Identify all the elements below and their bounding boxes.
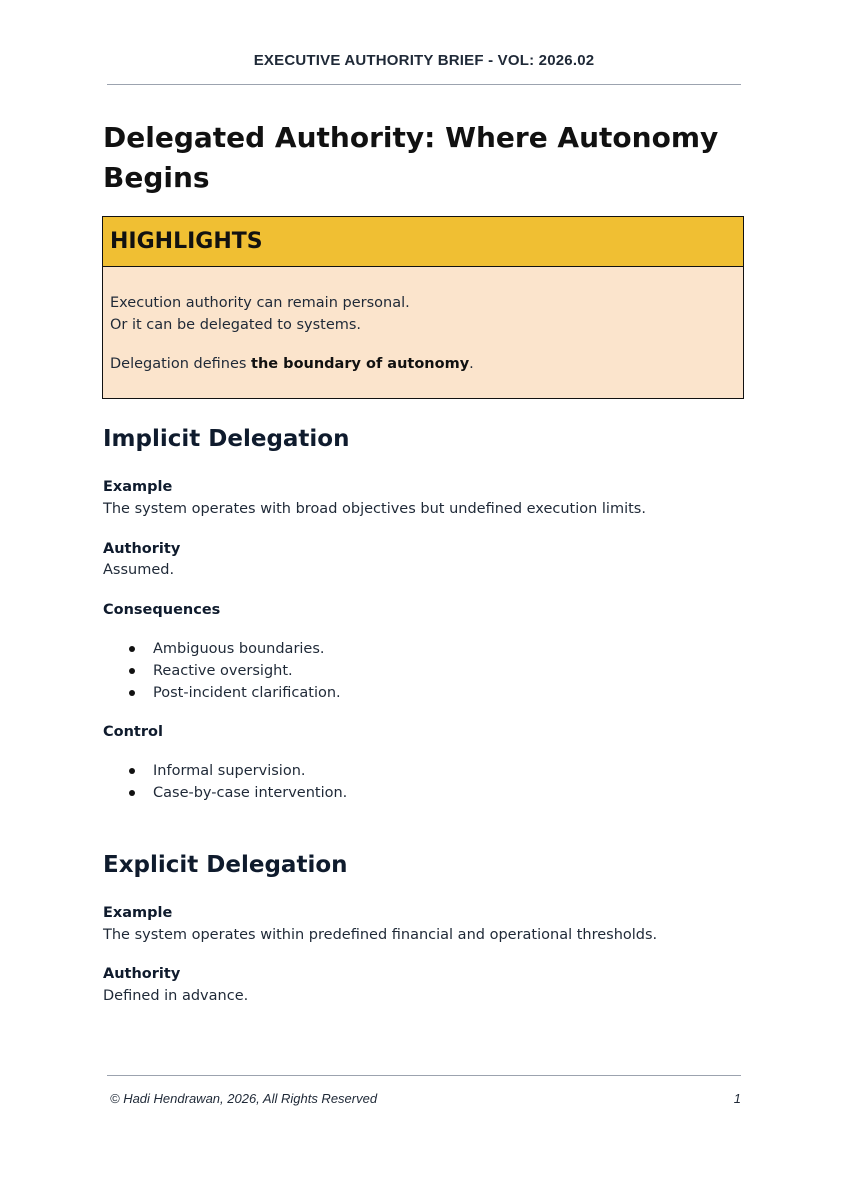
list-item bbox=[128, 782, 347, 804]
implicit-consequences-label: Consequences bbox=[103, 602, 221, 618]
highlights-header bbox=[103, 217, 743, 267]
footer-divider bbox=[107, 1075, 741, 1076]
document-title: Delegated Authority: Where Autonomy Begins bbox=[103, 121, 719, 194]
bullet-icon bbox=[129, 646, 135, 652]
header-divider bbox=[107, 84, 741, 85]
bullet-icon bbox=[129, 790, 135, 796]
list-item-text: Reactive oversight. bbox=[153, 663, 293, 679]
implicit-example-label: Example bbox=[103, 479, 173, 495]
list-item bbox=[128, 660, 341, 682]
list-item-text: Case-by-case intervention. bbox=[153, 785, 348, 801]
implicit-authority-text: Assumed. bbox=[103, 562, 175, 578]
list-item-text: Post-incident clarification. bbox=[153, 685, 341, 701]
bullet-icon bbox=[129, 668, 135, 674]
page-number: 1 bbox=[733, 1091, 741, 1106]
implicit-example-text: The system operates with broad objectives but undefined execution limits. bbox=[103, 501, 646, 517]
list-item-text: Informal supervision. bbox=[153, 763, 306, 779]
highlights-line-3-suffix: . bbox=[469, 356, 474, 372]
highlights-line-3-prefix: Delegation defines bbox=[110, 356, 252, 372]
highlights-line-1: Execution authority can remain personal. bbox=[110, 295, 410, 311]
list-item bbox=[128, 682, 341, 704]
highlights-line-2: Or it can be delegated to systems. bbox=[110, 317, 362, 333]
explicit-authority-label: Authority bbox=[103, 966, 181, 982]
explicit-example-label: Example bbox=[103, 905, 173, 921]
highlights-body bbox=[103, 267, 743, 375]
explicit-authority-text: Defined in advance. bbox=[103, 988, 249, 1004]
explicit-example-text: The system operates within predefined financial and operational thresholds. bbox=[103, 927, 658, 943]
bullet-icon bbox=[129, 768, 135, 774]
list-item-text: Ambiguous boundaries. bbox=[153, 641, 325, 657]
highlights-box bbox=[102, 216, 744, 399]
section-heading-explicit: Explicit Delegation bbox=[103, 852, 348, 878]
section-heading-implicit: Implicit Delegation bbox=[103, 426, 350, 452]
footer-copyright: © Hadi Hendrawan, 2026, All Rights Reserved bbox=[110, 1091, 378, 1106]
bullet-icon bbox=[129, 690, 135, 696]
highlights-title: HIGHLIGHTS bbox=[110, 229, 263, 254]
implicit-control-label: Control bbox=[103, 724, 163, 740]
implicit-consequences-list bbox=[128, 638, 341, 704]
list-item bbox=[128, 760, 347, 782]
list-item bbox=[128, 638, 341, 660]
highlights-emphasis: the boundary of autonomy bbox=[251, 356, 470, 372]
implicit-control-list bbox=[128, 760, 347, 804]
implicit-authority-label: Authority bbox=[103, 541, 181, 557]
running-header: EXECUTIVE AUTHORITY BRIEF - VOL: 2026.02 bbox=[253, 52, 595, 69]
highlights-line-3 bbox=[110, 353, 736, 375]
